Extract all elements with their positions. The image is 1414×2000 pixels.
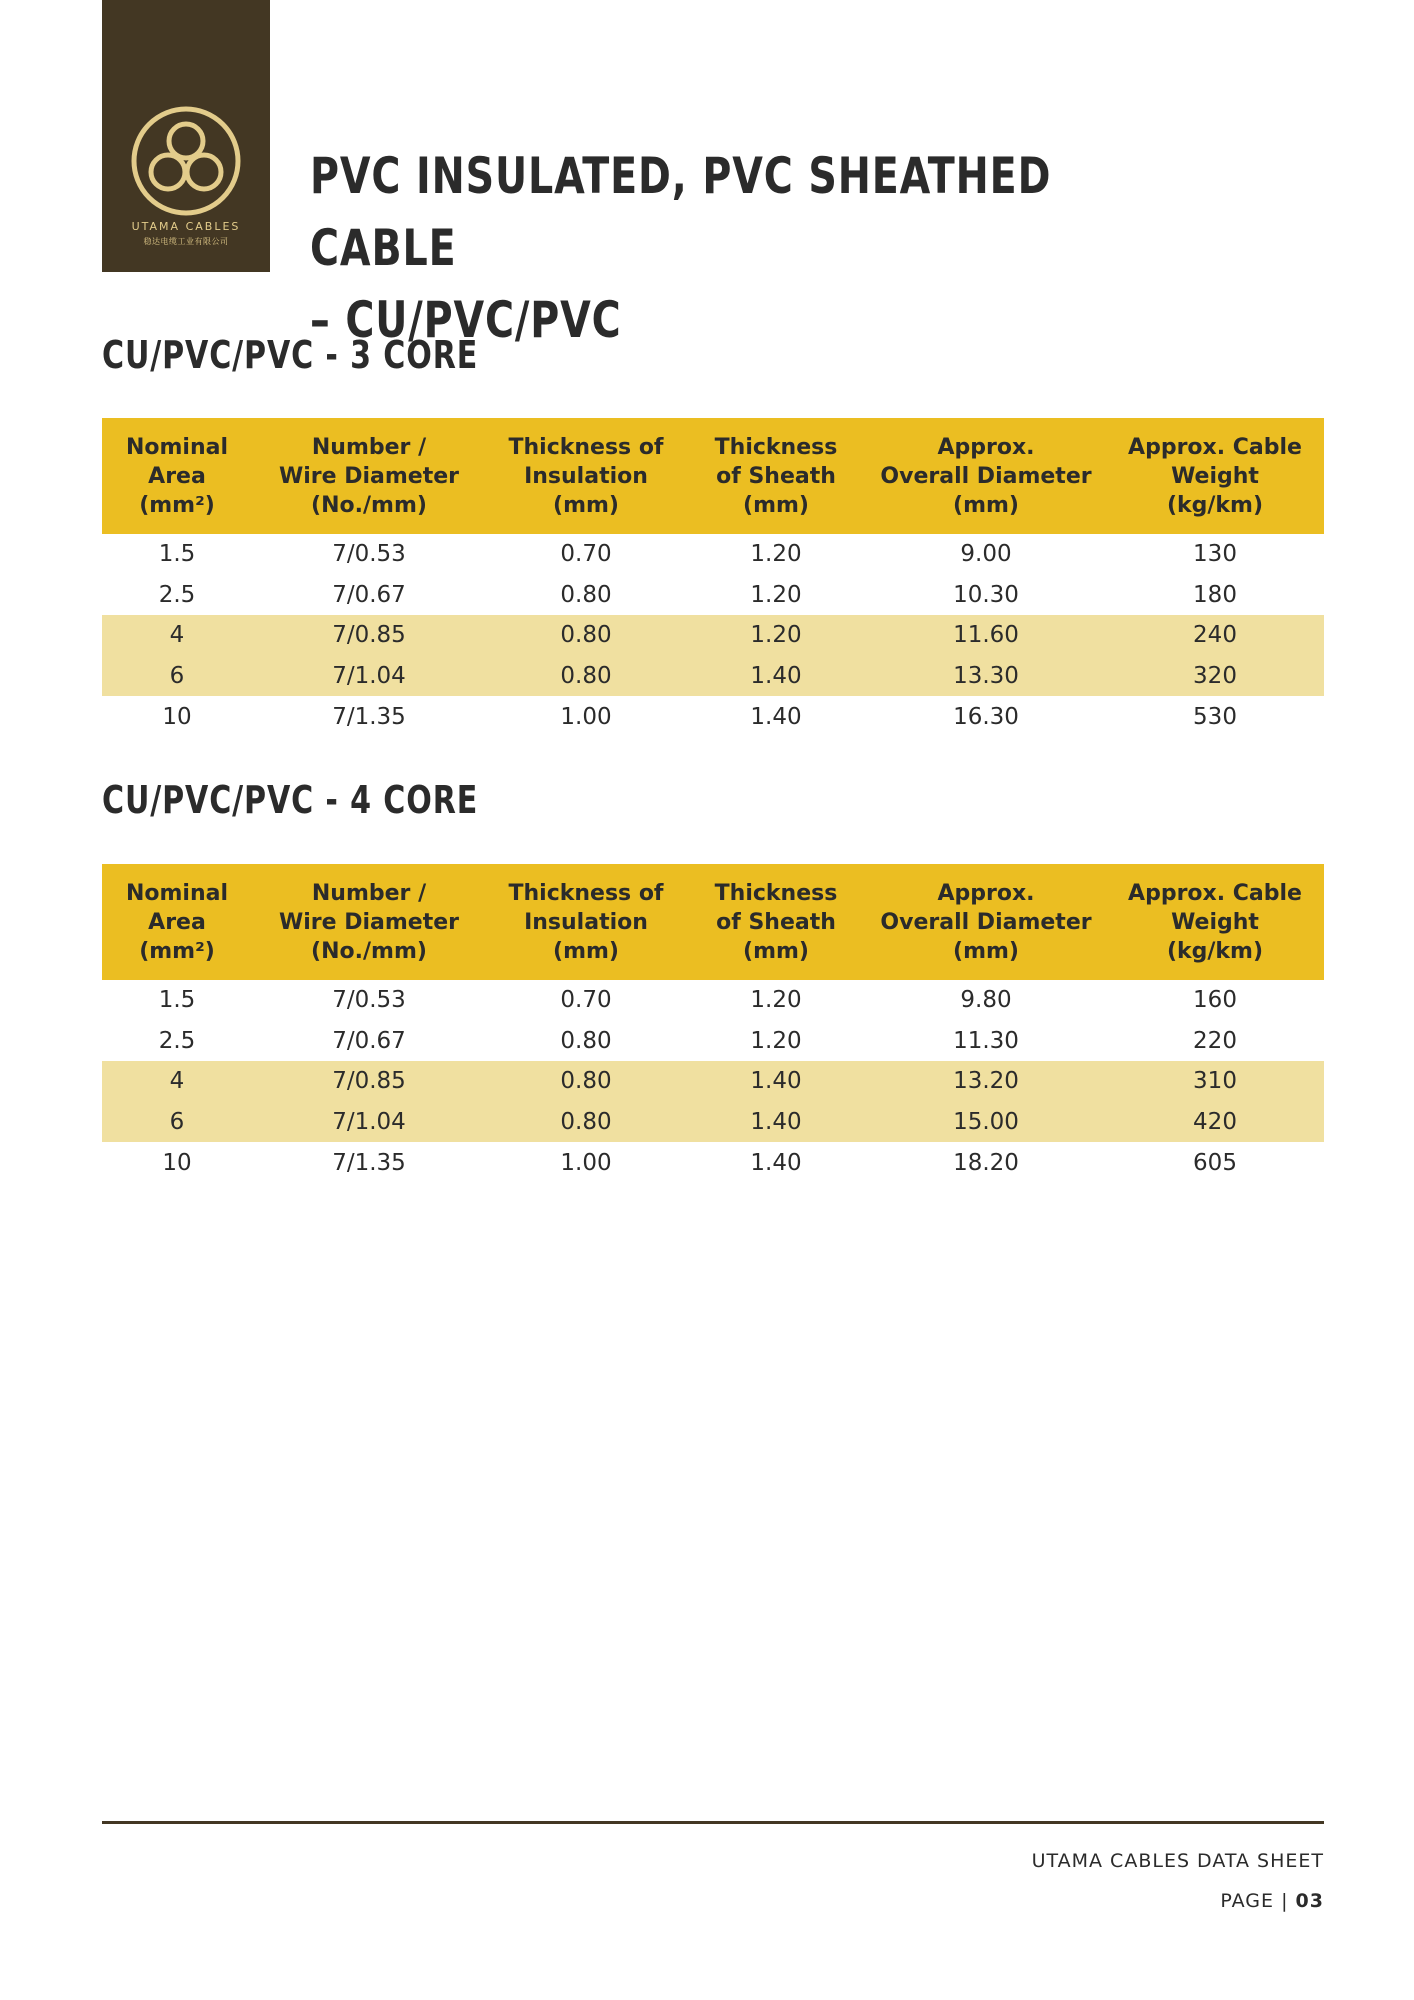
table-row bbox=[102, 656, 1324, 697]
footer-divider bbox=[102, 1821, 1324, 1824]
table-cell: 1.20 bbox=[750, 987, 802, 1014]
footer-page-value: 03 bbox=[1295, 1890, 1324, 1912]
section-title-3-core: CU/PVC/PVC - 3 CORE bbox=[102, 333, 479, 377]
table-cell: 310 bbox=[1106, 1061, 1324, 1102]
table-cell: 1.20 bbox=[750, 581, 802, 608]
table-cell: 10.30 bbox=[953, 581, 1019, 608]
table-cell: 0.80 bbox=[486, 656, 686, 697]
table-cell: 4 bbox=[102, 1061, 252, 1102]
table-cell: 11.30 bbox=[953, 1027, 1019, 1054]
table-cell: 1.00 bbox=[560, 1149, 612, 1176]
column-header-cable-weight: Approx. Cable Weight (kg/km) bbox=[1106, 418, 1324, 534]
table-row bbox=[102, 575, 1324, 616]
table-cell: 10 bbox=[162, 703, 192, 730]
cable-cross-section-icon bbox=[129, 104, 243, 218]
table-cell: 0.80 bbox=[560, 1027, 612, 1054]
spec-table-3-core bbox=[102, 418, 1324, 737]
table-cell: 1.40 bbox=[686, 656, 866, 697]
column-header-insulation: Thickness of Insulation (mm) bbox=[486, 864, 686, 980]
column-header-wire-diameter: Number / Wire Diameter (No./mm) bbox=[252, 418, 486, 534]
column-header-sheath: Thickness of Sheath (mm) bbox=[686, 418, 866, 534]
table-cell: 7/1.04 bbox=[252, 656, 486, 697]
table-header-row bbox=[102, 418, 1324, 534]
table-cell: 15.00 bbox=[866, 1102, 1106, 1143]
table-cell: 16.30 bbox=[953, 703, 1019, 730]
column-header-cable-weight: Approx. Cable Weight (kg/km) bbox=[1106, 864, 1324, 980]
table-cell: 605 bbox=[1193, 1149, 1237, 1176]
table-cell: 420 bbox=[1106, 1102, 1324, 1143]
table-header-row bbox=[102, 864, 1324, 980]
table-cell: 7/0.53 bbox=[332, 987, 406, 1014]
column-header-overall-diameter: Approx. Overall Diameter (mm) bbox=[866, 418, 1106, 534]
table-cell: 9.80 bbox=[960, 987, 1012, 1014]
table-cell: 1.40 bbox=[686, 1102, 866, 1143]
table-cell: 7/0.53 bbox=[332, 541, 406, 568]
column-header-nominal-area: Nominal Area (mm²) bbox=[102, 418, 252, 534]
table-cell: 7/1.04 bbox=[252, 1102, 486, 1143]
brand-name: UTAMA CABLES bbox=[131, 220, 241, 233]
table-row bbox=[102, 1061, 1324, 1102]
table-cell: 1.20 bbox=[686, 615, 866, 656]
footer-page-number bbox=[1220, 1890, 1324, 1912]
table-cell: 1.40 bbox=[750, 703, 802, 730]
table-cell: 11.60 bbox=[866, 615, 1106, 656]
table-cell: 160 bbox=[1193, 987, 1237, 1014]
section-title-4-core: CU/PVC/PVC - 4 CORE bbox=[102, 778, 479, 822]
table-row bbox=[102, 980, 1324, 1021]
table-cell: 9.00 bbox=[960, 541, 1012, 568]
footer-page-label: PAGE bbox=[1220, 1890, 1275, 1912]
table-cell: 6 bbox=[102, 1102, 252, 1143]
column-header-sheath: Thickness of Sheath (mm) bbox=[686, 864, 866, 980]
table-cell: 240 bbox=[1106, 615, 1324, 656]
table-cell: 6 bbox=[102, 656, 252, 697]
table-cell: 1.00 bbox=[560, 703, 612, 730]
table-cell: 0.80 bbox=[486, 615, 686, 656]
table-cell: 2.5 bbox=[158, 581, 196, 608]
table-cell: 7/1.35 bbox=[332, 703, 406, 730]
brand-logo bbox=[102, 0, 270, 272]
table-cell: 0.80 bbox=[560, 581, 612, 608]
table-cell: 13.30 bbox=[866, 656, 1106, 697]
table-cell: 130 bbox=[1193, 541, 1237, 568]
table-row bbox=[102, 1102, 1324, 1143]
page-title-line-1: PVC INSULATED, PVC SHEATHED CABLE bbox=[310, 147, 1052, 277]
table-row bbox=[102, 615, 1324, 656]
column-header-wire-diameter: Number / Wire Diameter (No./mm) bbox=[252, 864, 486, 980]
column-header-nominal-area: Nominal Area (mm²) bbox=[102, 864, 252, 980]
table-row bbox=[102, 1142, 1324, 1183]
table-cell: 180 bbox=[1193, 581, 1237, 608]
footer-separator: | bbox=[1281, 1890, 1289, 1912]
table-cell: 1.20 bbox=[750, 1027, 802, 1054]
table-cell: 7/0.85 bbox=[252, 1061, 486, 1102]
table-cell: 4 bbox=[102, 615, 252, 656]
table-cell: 7/0.85 bbox=[252, 615, 486, 656]
table-cell: 0.80 bbox=[486, 1061, 686, 1102]
table-row bbox=[102, 1021, 1324, 1062]
spec-table-4-core bbox=[102, 864, 1324, 1183]
table-cell: 7/0.67 bbox=[332, 1027, 406, 1054]
column-header-insulation: Thickness of Insulation (mm) bbox=[486, 418, 686, 534]
table-cell: 1.5 bbox=[158, 541, 196, 568]
footer-sheet-label: UTAMA CABLES DATA SHEET bbox=[1031, 1850, 1324, 1872]
brand-subname: 稳达电缆工业有限公司 bbox=[143, 237, 229, 246]
table-cell: 1.40 bbox=[686, 1061, 866, 1102]
column-header-overall-diameter: Approx. Overall Diameter (mm) bbox=[866, 864, 1106, 980]
table-cell: 0.70 bbox=[560, 541, 612, 568]
table-row bbox=[102, 534, 1324, 575]
table-cell: 0.70 bbox=[560, 987, 612, 1014]
table-cell: 10 bbox=[162, 1149, 192, 1176]
page-title-line-2: – CU/PVC/PVC bbox=[310, 291, 622, 349]
table-cell: 1.40 bbox=[750, 1149, 802, 1176]
table-cell: 1.20 bbox=[750, 541, 802, 568]
table-cell: 0.80 bbox=[486, 1102, 686, 1143]
table-cell: 7/1.35 bbox=[332, 1149, 406, 1176]
table-cell: 13.20 bbox=[866, 1061, 1106, 1102]
page-title bbox=[310, 140, 1155, 356]
table-cell: 2.5 bbox=[158, 1027, 196, 1054]
table-row bbox=[102, 696, 1324, 737]
table-cell: 1.5 bbox=[158, 987, 196, 1014]
table-cell: 7/0.67 bbox=[332, 581, 406, 608]
table-cell: 220 bbox=[1193, 1027, 1237, 1054]
table-cell: 530 bbox=[1193, 703, 1237, 730]
table-cell: 18.20 bbox=[953, 1149, 1019, 1176]
table-cell: 320 bbox=[1106, 656, 1324, 697]
